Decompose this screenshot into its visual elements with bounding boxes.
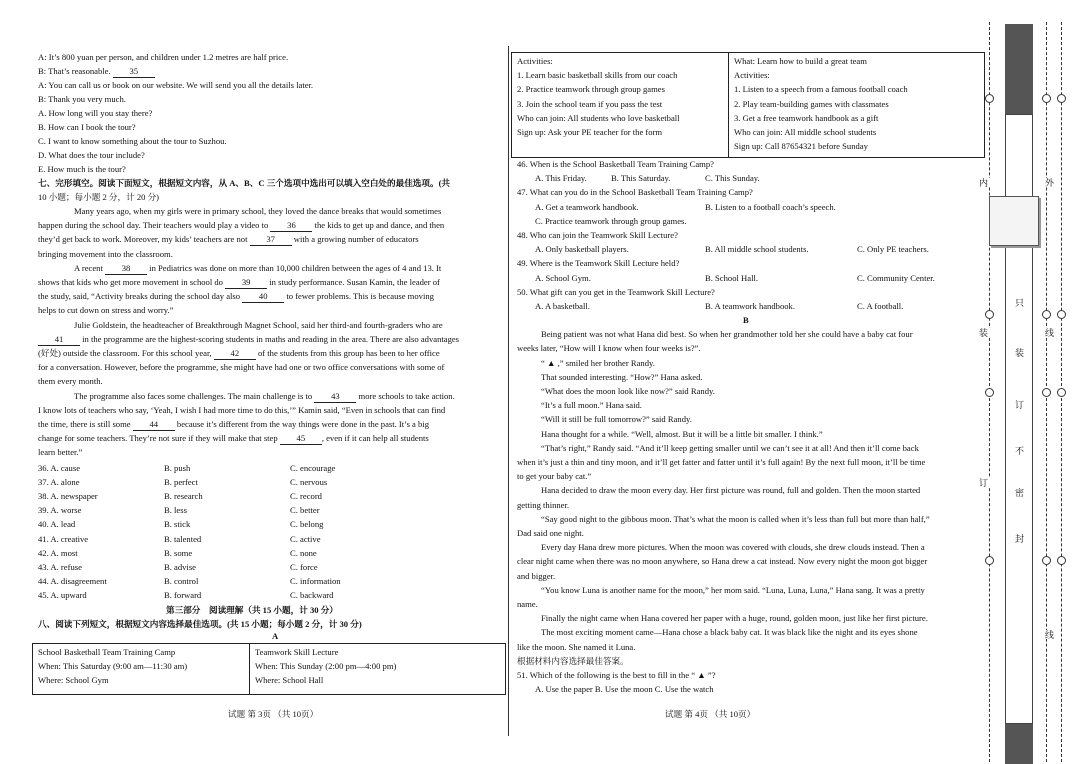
cloze-line: I know lots of teachers who say, ‘Yeah, I wish I had more time to do this,’” Kamin said, “Even in schools that can find bbox=[38, 404, 446, 415]
cloze-line: change for some teachers. They’re not sure if they will make that step 45 , even if it can help all students bbox=[38, 433, 429, 444]
story-line: 根据材料内容选择最佳答案。 bbox=[517, 655, 629, 666]
cloze-line: Julie Goldstein, the headteacher of Breakthrough Magnet School, said her third-and fourth-graders who are bbox=[74, 319, 443, 330]
choice-b: B. research bbox=[164, 491, 203, 501]
tour-option: C. I want to know something about the tour to Suzhou. bbox=[38, 136, 227, 146]
cloze-blank: 38 bbox=[105, 263, 147, 275]
table-cell: School Basketball Team Training Camp bbox=[38, 646, 176, 657]
binding-label: 内 bbox=[978, 178, 988, 187]
choice-a: 37. A. alone bbox=[38, 476, 80, 487]
cloze-line: they’d get back to work. Moreover, my kids’ teachers are not 37 with a growing number of educators bbox=[38, 234, 419, 245]
choice-a: 39. A. worse bbox=[38, 505, 82, 516]
choice-c: C. none bbox=[290, 547, 317, 558]
cloze-line: A recent 38 in Pediatrics was done on more than 10,000 children between the ages of 4 and 13. It bbox=[74, 262, 442, 273]
story-line: weeks later, “How will I know when four weeks is?”. bbox=[517, 343, 701, 354]
choice-b: B. less bbox=[164, 505, 187, 516]
question-option: B. School Hall. bbox=[705, 272, 758, 283]
story-line: when it’s just a thin and tiny moon, and it’ll get fatter and fatter until it’s full again! By the next full moon, it’ll be time bbox=[517, 457, 926, 467]
choice-a: 38. A. newspaper bbox=[38, 491, 98, 501]
cloze-blank: 43 bbox=[314, 391, 356, 403]
cloze-line: 41 in the programme are the highest-scoring students in maths and reading in the area. There are also advantages bbox=[38, 334, 496, 346]
cloze-line: shows that kids who get more movement in school do 39 in study performance. Susan Kamin, the leader of bbox=[38, 277, 440, 287]
dialogue-line: A: It’s 800 yuan per person, and children under 1.2 metres are half price. bbox=[38, 52, 289, 62]
choice-c: C. active bbox=[290, 533, 321, 544]
reading-heading: 八、阅读下列短文，根据短文内容选择最佳选项。(共 15 小题；每小题 2 分，计 30 分) bbox=[38, 618, 362, 629]
table-cell: 3. Join the school team if you pass the test bbox=[517, 98, 663, 109]
tour-option: E. How much is the tour? bbox=[38, 164, 126, 174]
page-divider bbox=[508, 46, 509, 736]
choice-a: 36. A. cause bbox=[38, 462, 81, 473]
question-option: B. This Saturday. bbox=[611, 173, 671, 184]
event-table bbox=[32, 643, 506, 695]
binding-label: 订 bbox=[978, 478, 988, 487]
question-option: C. A football. bbox=[857, 301, 904, 311]
story-line: “You know Luna is another name for the moon,” her mom said. “Luna, Luna, Luna,” Hana sang. It was a pretty bbox=[541, 584, 925, 595]
story-line: getting thinner. bbox=[517, 499, 570, 510]
question: 47. What can you do in the School Basketball Team Training Camp? bbox=[517, 187, 753, 198]
story-line: “ ▲ ,” smiled her brother Randy. bbox=[541, 357, 655, 368]
binding-bar-bottom bbox=[1005, 724, 1033, 764]
story-line: Finally the night came when Hana covered her paper with a huge, round, golden moon, just like her first picture. bbox=[541, 613, 928, 624]
choice-b: B. perfect bbox=[164, 476, 198, 487]
choice-b: B. stick bbox=[164, 519, 191, 530]
story-line: Hana thought for a while. “Well, almost. But it will be a little bit smaller. I think.” bbox=[541, 428, 823, 439]
table-cell: Sign up: Call 87654321 before Sunday bbox=[734, 141, 868, 152]
question-option: A. Only basketball players. bbox=[535, 244, 629, 255]
tour-option: A. How long will you stay there? bbox=[38, 108, 153, 118]
story-line: That sounded interesting. “How?” Hana asked. bbox=[541, 371, 703, 382]
choice-c: C. encourage bbox=[290, 462, 336, 473]
story-line: “That’s right,” Randy said. “And it’ll keep getting smaller until we can’t see it at all! And then it’ll come back bbox=[541, 442, 919, 453]
question-option: A. School Gym. bbox=[535, 272, 591, 283]
story-line: name. bbox=[517, 599, 538, 609]
question-option: A. Get a teamwork handbook. bbox=[535, 201, 639, 212]
story-line: to get your baby cat.” bbox=[517, 471, 592, 482]
cloze-line: helps to cut down on stress and worry.” bbox=[38, 305, 174, 316]
binding-label: 只 bbox=[1014, 298, 1024, 307]
binding-label: 线 bbox=[1044, 630, 1054, 639]
choice-a: 41. A. creative bbox=[38, 533, 89, 544]
choice-c: C. belong bbox=[290, 519, 324, 530]
binding-label: 外 bbox=[1044, 178, 1054, 187]
cloze-line: learn better.” bbox=[38, 447, 83, 458]
binding-margin bbox=[975, 18, 1080, 764]
choice-a: 43. A. refuse bbox=[38, 562, 82, 572]
binding-hole bbox=[985, 556, 994, 565]
question-option: C. Practice teamwork through group games. bbox=[535, 215, 687, 226]
cloze-line: happen during the school day. Their teachers would play a video to 36 the kids to get up and dance, and then bbox=[38, 220, 445, 231]
binding-hole bbox=[985, 94, 994, 103]
question-option: B. A teamwork handbook. bbox=[705, 301, 795, 311]
story-line: Every day Hana drew more pictures. When the moon was covered with clouds, she drew clouds instead. Then a bbox=[541, 542, 925, 553]
table-cell: 2. Practice teamwork through group games bbox=[517, 84, 665, 95]
cloze-line: for a conversation. However, before the programme, she might have had one or two office conversations with some of bbox=[38, 362, 445, 373]
cloze-blank: 40 bbox=[242, 291, 284, 303]
binding-hole bbox=[985, 310, 994, 319]
choice-a: 45. A. upward bbox=[38, 590, 87, 601]
cloze-line: The programme also faces some challenges. The main challenge is to 43 more schools to take action. bbox=[74, 390, 455, 401]
passage-a-label: A bbox=[272, 630, 279, 641]
binding-label: 线 bbox=[1044, 328, 1054, 337]
cloze-line: bringing movement into the classroom. bbox=[38, 248, 173, 259]
tour-option: D. What does the tour include? bbox=[38, 150, 145, 160]
cloze-heading: 七、完形填空。阅读下面短文，根据短文内容，从 A、B、C 三个选项中选出可以填入空白处的最佳选项。(共 bbox=[38, 178, 451, 188]
table-cell: 1. Listen to a speech from a famous football coach bbox=[734, 84, 908, 95]
story-line: “Say good night to the gibbous moon. That’s what the moon is called when it’s less than full but more than half,” bbox=[541, 513, 930, 524]
binding-hole bbox=[985, 388, 994, 397]
binding-hole bbox=[1057, 310, 1066, 319]
cloze-blank: 37 bbox=[250, 234, 292, 246]
table-cell: Activities: bbox=[734, 70, 770, 81]
binding-hole bbox=[1057, 556, 1066, 565]
choice-c: C. record bbox=[290, 491, 322, 501]
story-line: “Will it still be full tomorrow?” said Randy. bbox=[541, 414, 692, 425]
cloze-line: the study, said, “Activity breaks during the school day also 40 to fewer problems. This is because moving bbox=[38, 291, 434, 302]
binding-hole bbox=[1057, 388, 1066, 397]
story-line: clear night came when there was no moon anywhere, so Hana drew a cat instead. Now every night the moon got bigger bbox=[517, 556, 928, 567]
table-cell: Activities: bbox=[517, 56, 553, 66]
choice-c: C. better bbox=[290, 505, 320, 516]
table-cell: Sign up: Ask your PE teacher for the form bbox=[517, 127, 663, 137]
table-cell: Teamwork Skill Lecture bbox=[255, 646, 339, 657]
story-line: A. Use the paper B. Use the moon C. Use the watch bbox=[535, 684, 714, 695]
story-line: The most exciting moment came—Hana chose a black baby cat. It was black like the night and its eyes shone bbox=[541, 627, 918, 638]
table-cell: 2. Play team-building games with classmates bbox=[734, 98, 889, 109]
activities-table bbox=[511, 52, 985, 158]
choice-c: C. backward bbox=[290, 590, 334, 601]
dialogue-line: B: That’s reasonable. 35 bbox=[38, 66, 155, 78]
binding-hole bbox=[1057, 94, 1066, 103]
cloze-blank: 36 bbox=[270, 220, 312, 232]
story-line: like the moon. She named it Luna. bbox=[517, 641, 636, 652]
question: 48. Who can join the Teamwork Skill Lecture? bbox=[517, 230, 678, 240]
dialogue-line: A: You can call us or book on our website. We will send you all the details later. bbox=[38, 80, 314, 90]
binding-label: 密 bbox=[1014, 488, 1024, 497]
table-cell: Who can join: All middle school students bbox=[734, 127, 877, 137]
binding-label: 装 bbox=[978, 328, 988, 337]
cloze-blank: 42 bbox=[214, 348, 256, 360]
choice-c: C. force bbox=[290, 562, 318, 572]
binding-label: 封 bbox=[1014, 534, 1024, 543]
cloze-blank: 41 bbox=[38, 334, 80, 346]
cloze-line: the time, there is still some 44 because it’s different from the way things were done in the past. It’s a big bbox=[38, 419, 430, 429]
story-line: and bigger. bbox=[517, 570, 556, 581]
table-cell: 1. Learn basic basketball skills from our coach bbox=[517, 70, 678, 81]
table-cell: Where: School Gym bbox=[38, 674, 109, 685]
binding-label: 订 bbox=[1014, 400, 1024, 409]
choice-a: 44. A. disagreement bbox=[38, 576, 107, 587]
cloze-line: Many years ago, when my girls were in primary school, they loved the dance breaks that would sometimes bbox=[74, 206, 442, 216]
cloze-blank: 35 bbox=[113, 66, 155, 78]
cloze-heading-score: 10 小题；每小题 2 分，计 20 分) bbox=[38, 192, 160, 202]
cloze-line: them every month. bbox=[38, 376, 103, 387]
choice-a: 42. A. most bbox=[38, 547, 78, 558]
table-cell: What: Learn how to build a great team bbox=[734, 56, 867, 66]
table-divider bbox=[249, 644, 250, 694]
choice-c: C. information bbox=[290, 576, 341, 587]
choice-a: 40. A. lead bbox=[38, 519, 76, 530]
question-option: A. This Friday. bbox=[535, 173, 587, 184]
cloze-line: (好处) outside the classroom. For this school year, 42 of the students from this group has been to her office bbox=[38, 348, 440, 358]
binding-bar-top bbox=[1005, 24, 1033, 114]
cloze-blank: 44 bbox=[133, 419, 175, 431]
question-option: C. Only PE teachers. bbox=[857, 244, 929, 255]
part-three-title: 第三部分 阅读理解（共 15 小题，计 30 分） bbox=[166, 604, 338, 615]
table-cell: Where: School Hall bbox=[255, 674, 324, 685]
story-line: Hana decided to draw the moon every day. Her first picture was round, full and golden. Then the moon started bbox=[541, 485, 921, 496]
question-option: B. All middle school students. bbox=[705, 244, 809, 255]
story-line: “What does the moon look like now?” said Randy. bbox=[541, 386, 715, 396]
question: 49. Where is the Teamwork Skill Lecture held? bbox=[517, 258, 680, 269]
table-cell: When: This Saturday (9:00 am—11:30 am) bbox=[38, 660, 188, 671]
table-divider bbox=[728, 53, 729, 157]
table-cell: 3. Get a free teamwork handbook as a gift bbox=[734, 112, 879, 123]
page-footer-left: 试题 第 3页 （共 10页） bbox=[228, 709, 319, 719]
choice-b: B. advise bbox=[164, 562, 196, 572]
story-line: Being patient was not what Hana did best. So when her grandmother told her she could have a baby cat four bbox=[541, 329, 913, 340]
question-option: B. Listen to a football coach’s speech. bbox=[705, 201, 836, 212]
cloze-blank: 39 bbox=[225, 277, 267, 289]
cloze-blank: 45 bbox=[280, 433, 322, 445]
page-footer-right: 试题 第 4页 （共 10页） bbox=[665, 709, 756, 719]
binding-label: 不 bbox=[1014, 446, 1024, 455]
story-line: 51. Which of the following is the best to fill in the “ ▲ ”? bbox=[517, 670, 716, 680]
table-cell: Who can join: All students who love basketball bbox=[517, 112, 680, 123]
passage-b-label: B bbox=[743, 315, 749, 326]
choice-b: B. forward bbox=[164, 590, 202, 601]
choice-b: B. talented bbox=[164, 533, 202, 544]
binding-label: 装 bbox=[1014, 348, 1024, 357]
question: 46. When is the School Basketball Team Training Camp? bbox=[517, 159, 714, 169]
binding-hole bbox=[1042, 310, 1051, 319]
question: 50. What gift can you get in the Teamwork Skill Lecture? bbox=[517, 286, 715, 297]
story-line: “It’s a full moon.” Hana said. bbox=[541, 400, 642, 411]
dialogue-line: B: Thank you very much. bbox=[38, 94, 126, 104]
tour-option: B. How can I book the tour? bbox=[38, 122, 136, 132]
binding-hole bbox=[1042, 556, 1051, 565]
choice-c: C. nervous bbox=[290, 476, 328, 487]
binding-hole bbox=[1042, 94, 1051, 103]
choice-b: B. control bbox=[164, 576, 199, 587]
question-option: A. A basketball. bbox=[535, 301, 590, 311]
paper-sheet-icon bbox=[989, 196, 1039, 246]
choice-b: B. push bbox=[164, 462, 191, 473]
story-line: Dad said one night. bbox=[517, 528, 584, 538]
table-cell: When: This Sunday (2:00 pm—4:00 pm) bbox=[255, 660, 397, 671]
choice-b: B. some bbox=[164, 547, 193, 558]
binding-hole bbox=[1042, 388, 1051, 397]
question-option: C. Community Center. bbox=[857, 272, 935, 283]
question-option: C. This Sunday. bbox=[705, 173, 760, 184]
